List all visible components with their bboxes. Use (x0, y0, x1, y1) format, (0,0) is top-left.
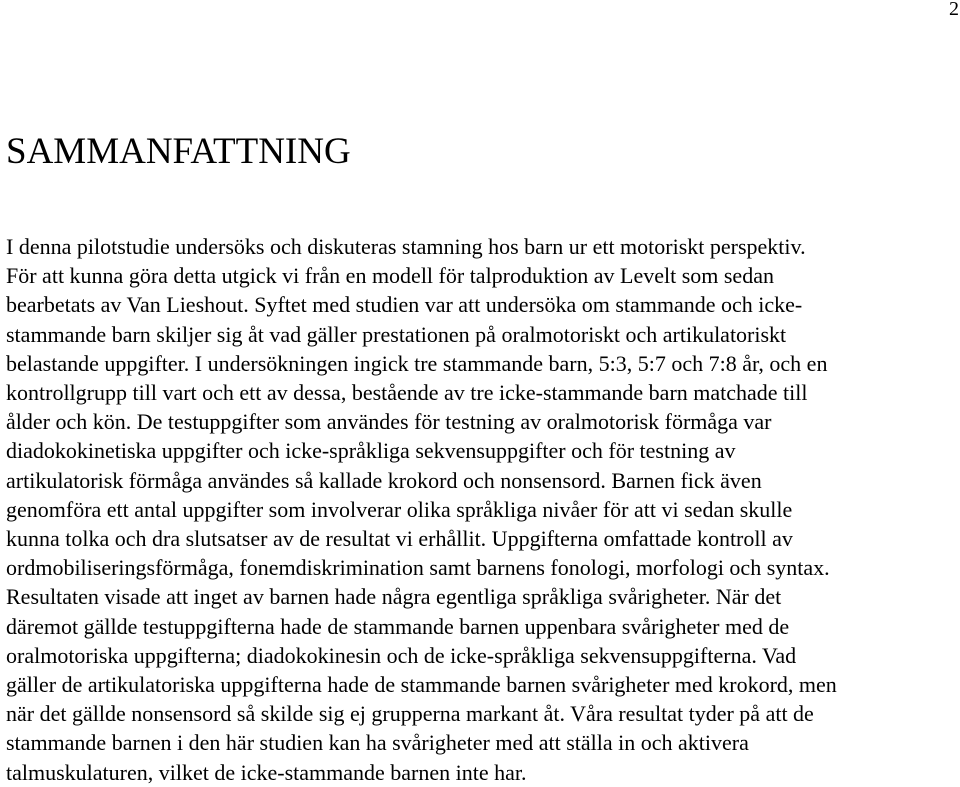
paragraph-line: bearbetats av Van Lieshout. Syftet med studien var att undersöka om stammande och icke- (6, 292, 803, 318)
paragraph-line: stammande barn skiljer sig åt vad gäller prestationen på oralmotoriskt och artikulatoriskt (6, 321, 787, 347)
section-heading: SAMMANFATTNING (6, 131, 351, 172)
paragraph-line: däremot gällde testuppgifterna hade de stammande barnen uppenbara svårigheter med de (6, 613, 790, 639)
paragraph-line: kontrollgrupp till vart och ett av dessa, bestående av tre icke-stammande barn matchade till (6, 380, 808, 406)
paragraph-line: när det gällde nonsensord så skilde sig ej grupperna markant åt. Våra resultat tyder på att de (6, 701, 814, 727)
paragraph-line: oralmotoriska uppgifterna; diadokokinesin och de icke-språkliga sekvensuppgifterna. Vad (6, 642, 797, 668)
paragraph-line: För att kunna göra detta utgick vi från en modell för talproduktion av Levelt som sedan (6, 263, 774, 289)
paragraph-line: kunna tolka och dra slutsatser av de resultat vi erhållit. Uppgifterna omfattade kontroll av (6, 526, 793, 552)
paragraph-line: Resultaten visade att inget av barnen hade några egentliga språkliga svårigheter. När det (6, 584, 782, 610)
paragraph-line: ordmobiliseringsförmåga, fonemdiskrimination samt barnens fonologi, morfologi och syntax. (6, 555, 830, 581)
paragraph-line: stammande barnen i den här studien kan ha svårigheter med att ställa in och aktivera (6, 730, 749, 756)
summary-paragraph (6, 232, 960, 787)
page-number: 2 (949, 0, 959, 20)
paragraph-line: gäller de artikulatoriska uppgifterna hade de stammande barnen svårigheter med krokord, men (6, 672, 837, 698)
paragraph-line: diadokokinetiska uppgifter och icke-språkliga sekvensuppgifter och för testning av (6, 438, 736, 464)
paragraph-line: talmuskulaturen, vilket de icke-stammande barnen inte har. (6, 759, 527, 785)
paragraph-line: belastande uppgifter. I undersökningen ingick tre stammande barn, 5:3, 5:7 och 7:8 år, och en (6, 350, 828, 376)
paragraph-line: artikulatorisk förmåga användes så kallade krokord och nonsensord. Barnen fick även (6, 467, 762, 493)
paragraph-line: I denna pilotstudie undersöks och diskuteras stamning hos barn ur ett motoriskt perspektiv. (6, 234, 806, 259)
paragraph-line: genomföra ett antal uppgifter som involverar olika språkliga nivåer för att vi sedan skulle (6, 496, 793, 522)
paragraph-line: ålder och kön. De testuppgifter som användes för testning av oralmotorisk förmåga var (6, 409, 772, 435)
